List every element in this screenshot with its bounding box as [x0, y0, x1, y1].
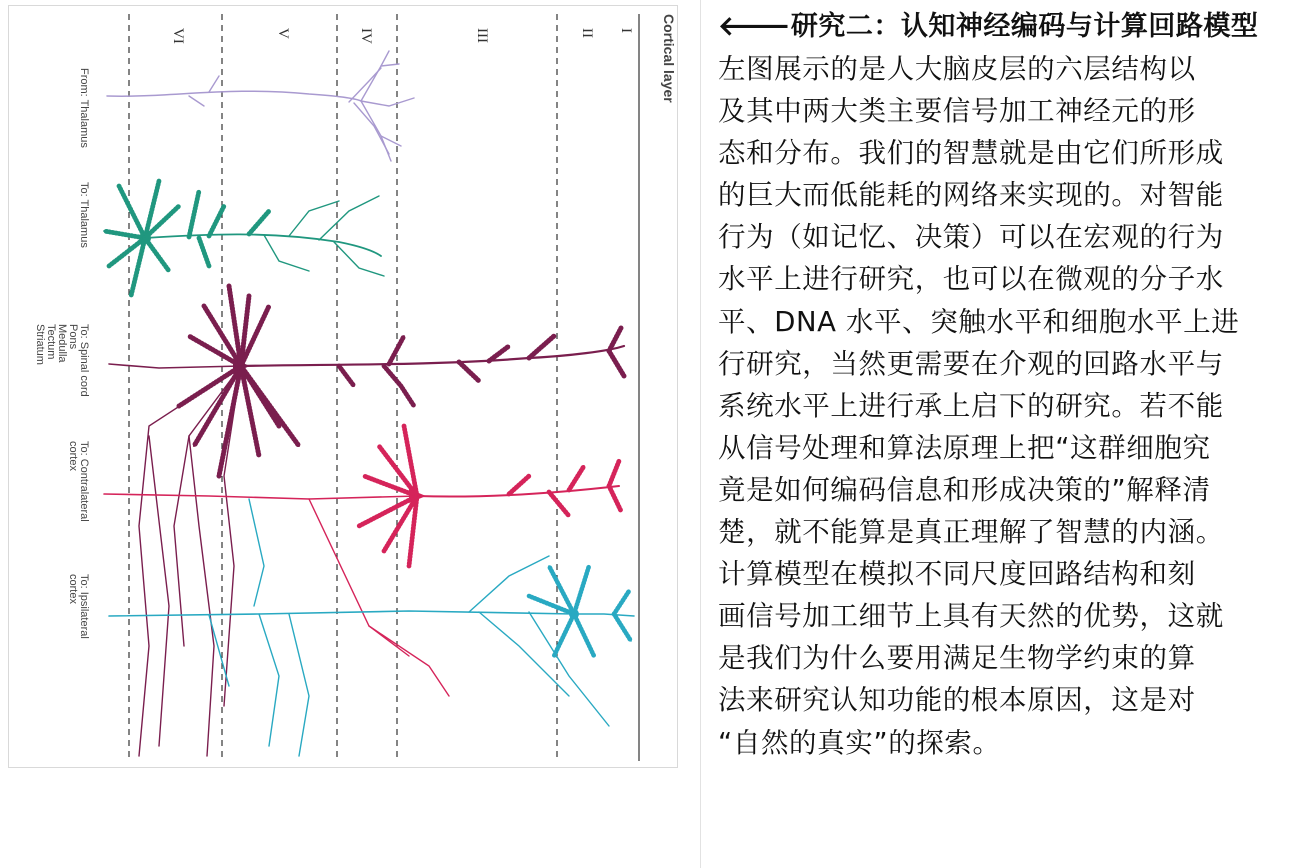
body-line: 及其中两大类主要信号加工神经元的形 — [718, 95, 1196, 128]
layer-V-apical-branch — [529, 336, 554, 358]
layer-III-apical-branch — [549, 492, 569, 516]
pathway-labels — [34, 68, 90, 639]
pathway-label: cortex — [67, 574, 79, 604]
layer-III-axon — [104, 494, 417, 499]
layer-III-apical-branch — [569, 466, 584, 490]
pathway-label: Tectum — [45, 324, 57, 360]
body-line: 画信号加工细节上具有天然的优势，这就 — [718, 600, 1224, 633]
pathway-label: Medulla — [56, 324, 68, 363]
layer-II-dendrite — [614, 591, 629, 614]
layer-II-apical-dendrite — [574, 614, 634, 616]
pathway-label: To: Contralateral — [78, 441, 90, 522]
layer-II-axon-collateral — [469, 556, 549, 612]
layer-labels — [170, 28, 634, 44]
body-line: 行研究，当然更需要在介观的回路水平与 — [718, 347, 1224, 380]
pathway-label: Pons — [67, 324, 79, 350]
section-heading — [718, 6, 1306, 48]
layer-label-VI: VI — [170, 28, 186, 44]
neurons — [104, 51, 634, 756]
cortical-layer-label: Cortical layer — [661, 14, 677, 103]
layer-III-apical-branch — [609, 461, 619, 486]
thalamic-afferent — [107, 91, 361, 101]
body-line: 态和分布。我们的智慧就是由它们所形成 — [718, 137, 1224, 170]
body-line: 从信号处理和算法原理上把“这群细胞究 — [718, 431, 1211, 464]
layer-VI-dendrite — [104, 231, 145, 238]
heading-text: 研究二：认知神经编码与计算回路模型 — [790, 11, 1259, 42]
layer-VI-dendrite — [209, 206, 224, 236]
layer-II-axon-collateral — [289, 614, 309, 756]
body-line: 水平上进行研究，也可以在微观的分子水 — [718, 263, 1224, 296]
layer-V-axon-collateral — [139, 366, 241, 756]
thalamic-axon-branch — [381, 51, 389, 66]
layer-II-axon-collateral — [249, 499, 264, 606]
layer-VI-axon-branch — [319, 196, 379, 240]
cortical-diagram — [9, 6, 679, 769]
pathway-label: From: Thalamus — [78, 68, 90, 148]
text-panel — [718, 6, 1306, 764]
layer-II-axon — [109, 611, 574, 616]
layer-II-dendrite — [574, 566, 589, 614]
body-line: 平、DNA 水平、突触水平和细胞水平上进 — [718, 305, 1240, 338]
layer-label-I: I — [618, 28, 634, 33]
pathway-label: To: Thalamus — [78, 182, 90, 248]
column-divider — [700, 0, 701, 868]
thalamic-axon-branch — [349, 68, 381, 102]
layer-III-apical-branch — [509, 476, 529, 494]
layer-VI-dendrite — [119, 186, 145, 238]
layer-VI-dendrite — [189, 191, 199, 237]
layer-VI-dendrite — [145, 238, 169, 271]
layer-V-apical-dendrite — [241, 346, 624, 366]
body-line: 竟是如何编码信息和形成决策的”解释清 — [718, 473, 1211, 506]
layer-II-dendrite — [614, 614, 631, 641]
layer-II-dendrite — [574, 614, 594, 656]
thalamic-axon-branch — [361, 98, 414, 106]
cortical-layer-figure — [8, 5, 678, 768]
body-line: 系统水平上进行承上启下的研究。若不能 — [718, 389, 1224, 422]
layer-VI-axon-branch — [264, 235, 309, 271]
layer-V-apical-branch — [459, 362, 479, 381]
layer-label-III: III — [474, 28, 490, 43]
pathway-label: cortex — [67, 441, 79, 471]
layer-III-axon-collateral — [369, 626, 409, 656]
layer-VI-dendrite — [199, 238, 209, 266]
thalamic-axon-branch — [189, 96, 204, 106]
layer-V-axon-collateral — [224, 366, 241, 706]
body-line: 计算模型在模拟不同尺度回路结构和刻 — [718, 558, 1196, 591]
layer-III-axon-collateral — [309, 499, 449, 696]
body-line: “自然的真实”的探索。 — [718, 726, 1001, 759]
layer-label-V: V — [275, 28, 291, 39]
layer-label-IV: IV — [358, 28, 374, 44]
layer-label-II: II — [579, 28, 595, 38]
layer-V-oblique-dendrite — [339, 366, 354, 386]
body-line: 楚，就不能算是真正理解了智慧的内涵。 — [718, 516, 1224, 549]
body-line: 左图展示的是人大脑皮层的六层结构以 — [718, 53, 1196, 85]
body-line: 的巨大而低能耗的网络来实现的。对智能 — [718, 179, 1224, 212]
thalamic-axon-branch — [354, 103, 389, 154]
pathway-label: To: Spinal cord — [78, 324, 90, 397]
layer-II-axon-collateral — [259, 614, 279, 746]
left-arrow-icon: 🡐 — [718, 11, 791, 42]
body-line: 行为（如记忆、决策）可以在宏观的行为 — [718, 221, 1224, 254]
body-line: 是我们为什么要用满足生物学约束的算 — [718, 642, 1196, 675]
pathway-label: Striatum — [34, 324, 46, 365]
body-line: 法来研究认知功能的根本原因，这是对 — [718, 684, 1196, 717]
layer-V-axon-collateral — [149, 436, 169, 746]
layer-V-apical-branch — [609, 351, 624, 376]
thalamic-axon-branch — [209, 76, 219, 92]
layer-VI-dendrite — [249, 211, 269, 234]
layer-III-apical-branch — [609, 486, 621, 511]
body-text — [718, 48, 1306, 764]
pathway-label: To: Ipsilateral — [78, 574, 90, 639]
layer-VI-axon-branch — [289, 201, 339, 236]
layer-VI-apical-dendrite — [145, 234, 381, 256]
